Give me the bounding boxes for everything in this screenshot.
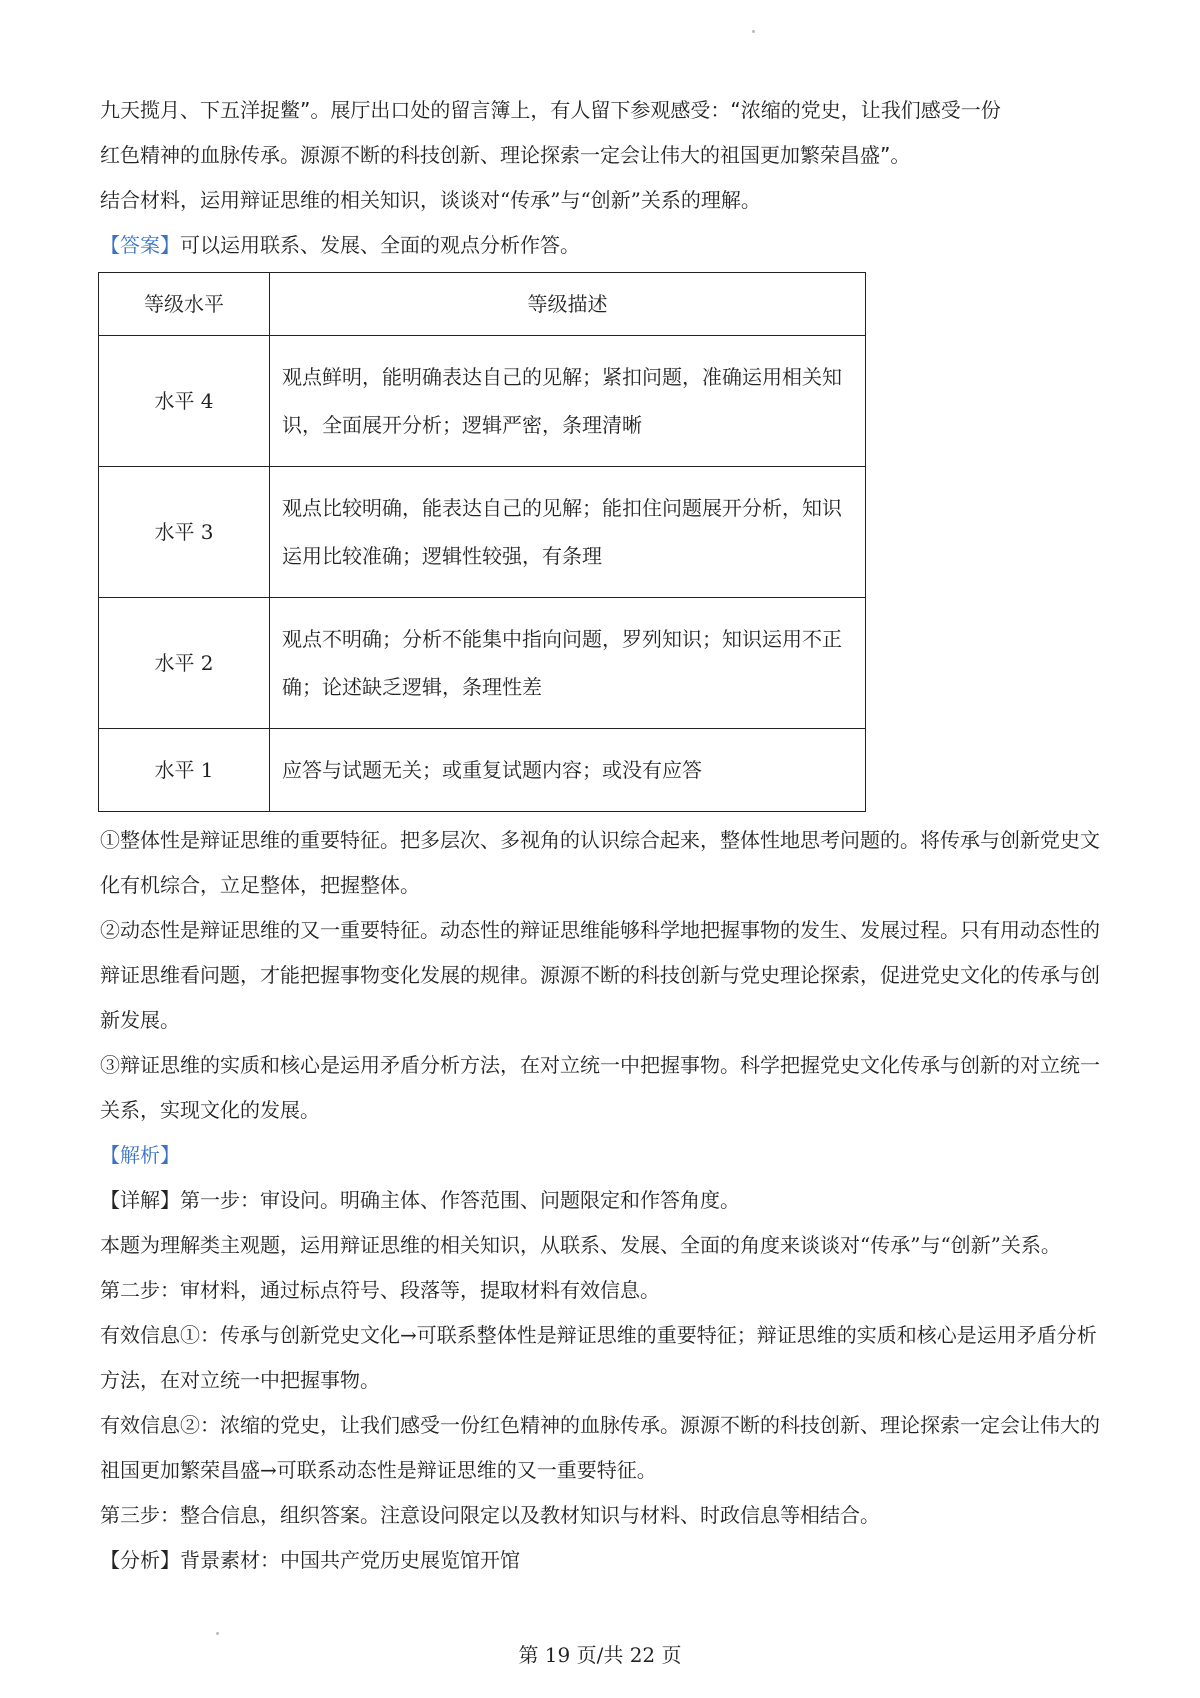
step-3-text: 第三步：整合信息，组织答案。注意设问限定以及教材知识与材料、时政信息等相结合。	[100, 1503, 880, 1527]
level-cell: 水平 3	[99, 467, 270, 598]
header-level: 等级水平	[99, 273, 270, 336]
answer-point-1: ①整体性是辩证思维的重要特征。把多层次、多视角的认识综合起来，整体性地思考问题的。将传承与创新党史文化有机综合，立足整体，把握整体。	[100, 828, 1100, 897]
level-cell: 水平 1	[99, 729, 270, 812]
table-row	[99, 467, 866, 598]
level-cell: 水平 2	[99, 598, 270, 729]
page-footer: 第 19 页/共 22 页	[518, 1643, 682, 1667]
answer-tag: 【答案】	[100, 233, 180, 257]
description-cell: 应答与试题无关；或重复试题内容；或没有应答	[270, 729, 866, 812]
description-cell: 观点不明确；分析不能集中指向问题，罗列知识；知识运用不正确；论述缺乏逻辑，条理性差	[270, 598, 866, 729]
detail-step-1	[100, 1178, 1100, 1223]
rubric-table	[98, 272, 866, 812]
table-row	[99, 336, 866, 467]
scan-speck	[216, 1632, 219, 1635]
question-prompt: 结合材料，运用辩证思维的相关知识，谈谈对“传承”与“创新”关系的理解。	[100, 188, 761, 212]
header-description: 等级描述	[270, 273, 866, 336]
table-header-row	[99, 273, 866, 336]
description-cell: 观点鲜明，能明确表达自己的见解；紧扣问题，准确运用相关知识，全面展开分析；逻辑严密，条理清晰	[270, 336, 866, 467]
analysis-heading	[100, 1133, 1100, 1178]
answer-line	[100, 223, 1100, 268]
fenxi-text: 背景素材：中国共产党历史展览馆开馆	[180, 1548, 520, 1572]
fenxi-tag: 【分析】	[100, 1548, 180, 1572]
answer-text: 可以运用联系、发展、全面的观点分析作答。	[180, 233, 580, 257]
step-1-text: 第一步：审设问。明确主体、作答范围、问题限定和作答角度。	[180, 1188, 740, 1212]
answer-point-3: ③辩证思维的实质和核心是运用矛盾分析方法，在对立统一中把握事物。科学把握党史文化传承与创新的对立统一关系，实现文化的发展。	[100, 1053, 1100, 1122]
scan-speck	[752, 30, 755, 33]
effective-info-2: 有效信息②：浓缩的党史，让我们感受一份红色精神的血脉传承。源源不断的科技创新、理论探索一定会让伟大的祖国更加繁荣昌盛→可联系动态性是辩证思维的又一重要特征。	[100, 1413, 1100, 1482]
analysis-tag: 【解析】	[100, 1143, 180, 1167]
answer-point-2: ②动态性是辩证思维的又一重要特征。动态性的辩证思维能够科学地把握事物的发生、发展过程。只有用动态性的辩证思维看问题，才能把握事物变化发展的规律。源源不断的科技创新与党史理论探索，促进党史文化的传承与创新发展。	[100, 918, 1100, 1032]
effective-info-1: 有效信息①：传承与创新党史文化→可联系整体性是辩证思维的重要特征；辩证思维的实质和核心是运用矛盾分析方法，在对立统一中把握事物。	[100, 1323, 1097, 1392]
step-1-body: 本题为理解类主观题，运用辩证思维的相关知识，从联系、发展、全面的角度来谈谈对“传承”与“创新”关系。	[100, 1233, 1061, 1257]
fenxi-line	[100, 1538, 1100, 1583]
step-2-text: 第二步：审材料，通过标点符号、段落等，提取材料有效信息。	[100, 1278, 660, 1302]
level-cell: 水平 4	[99, 336, 270, 467]
table-row	[99, 598, 866, 729]
question-text-line-1: 九天揽月、下五洋捉鳖”。展厅出口处的留言簿上，有人留下参观感受：“浓缩的党史，让我们感受一份	[100, 98, 1001, 122]
table-row	[99, 729, 866, 812]
document-page	[100, 88, 1100, 1583]
question-text-line-2: 红色精神的血脉传承。源源不断的科技创新、理论探索一定会让伟大的祖国更加繁荣昌盛”。	[100, 143, 911, 167]
description-cell: 观点比较明确，能表达自己的见解；能扣住问题展开分析，知识运用比较准确；逻辑性较强，有条理	[270, 467, 866, 598]
detail-tag: 【详解】	[100, 1188, 180, 1212]
